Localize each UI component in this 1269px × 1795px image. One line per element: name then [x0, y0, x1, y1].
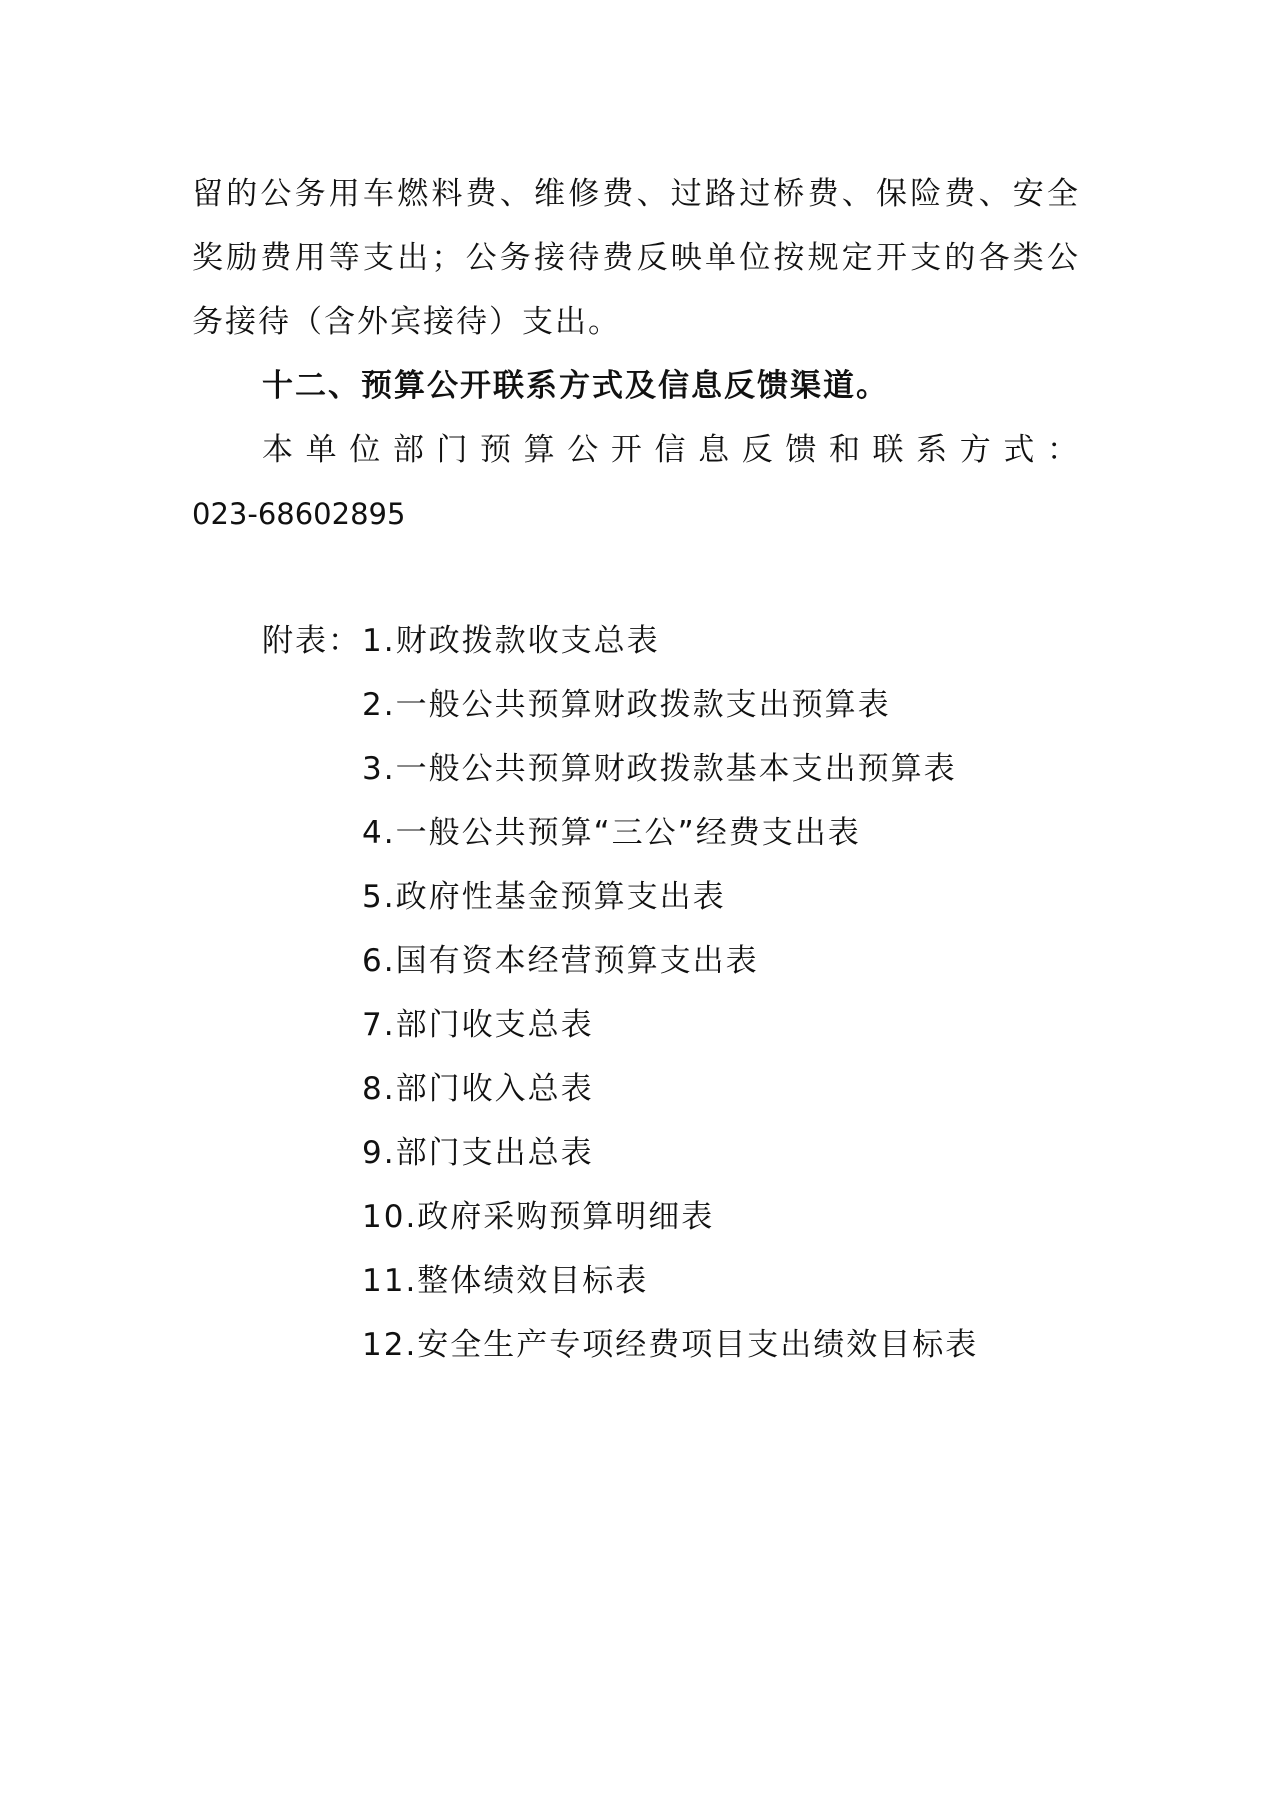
- paragraph-expense-description: [192, 162, 1080, 354]
- section-heading-contact: 十二、预算公开联系方式及信息反馈渠道。: [262, 368, 889, 404]
- contact-info: [192, 418, 1080, 546]
- appendix-item: 8.部门收入总表: [362, 1071, 594, 1107]
- appendix-label: 附表：: [262, 623, 361, 659]
- appendix-item: 5.政府性基金预算支出表: [362, 879, 726, 915]
- contact-text: 本单位部门预算公开信息反馈和联系方式：: [262, 432, 1080, 468]
- appendix-item: 3.一般公共预算财政拨款基本支出预算表: [362, 751, 957, 787]
- appendix-list: [362, 609, 978, 1377]
- appendix-item: 4.一般公共预算“三公”经费支出表: [362, 815, 861, 851]
- contact-phone: 023-68602895: [192, 497, 406, 531]
- appendix-item: 2.一般公共预算财政拨款支出预算表: [362, 687, 891, 723]
- paragraph-line-1: 留的公务用车燃料费、维修费、过路过桥费、保险费、安全: [192, 176, 1080, 212]
- appendix-item: 12.安全生产专项经费项目支出绩效目标表: [362, 1327, 979, 1363]
- appendix-item: 1.财政拨款收支总表: [362, 623, 660, 659]
- appendix-item: 9.部门支出总表: [362, 1135, 594, 1171]
- appendix-item: 6.国有资本经营预算支出表: [362, 943, 759, 979]
- paragraph-line-2: 奖励费用等支出；公务接待费反映单位按规定开支的各类公: [192, 240, 1080, 276]
- appendix-item: 11.整体绩效目标表: [362, 1263, 649, 1299]
- appendix-item: 7.部门收支总表: [362, 1007, 594, 1043]
- appendix-item: 10.政府采购预算明细表: [362, 1199, 715, 1235]
- paragraph-line-3: 务接待（含外宾接待）支出。: [192, 304, 621, 340]
